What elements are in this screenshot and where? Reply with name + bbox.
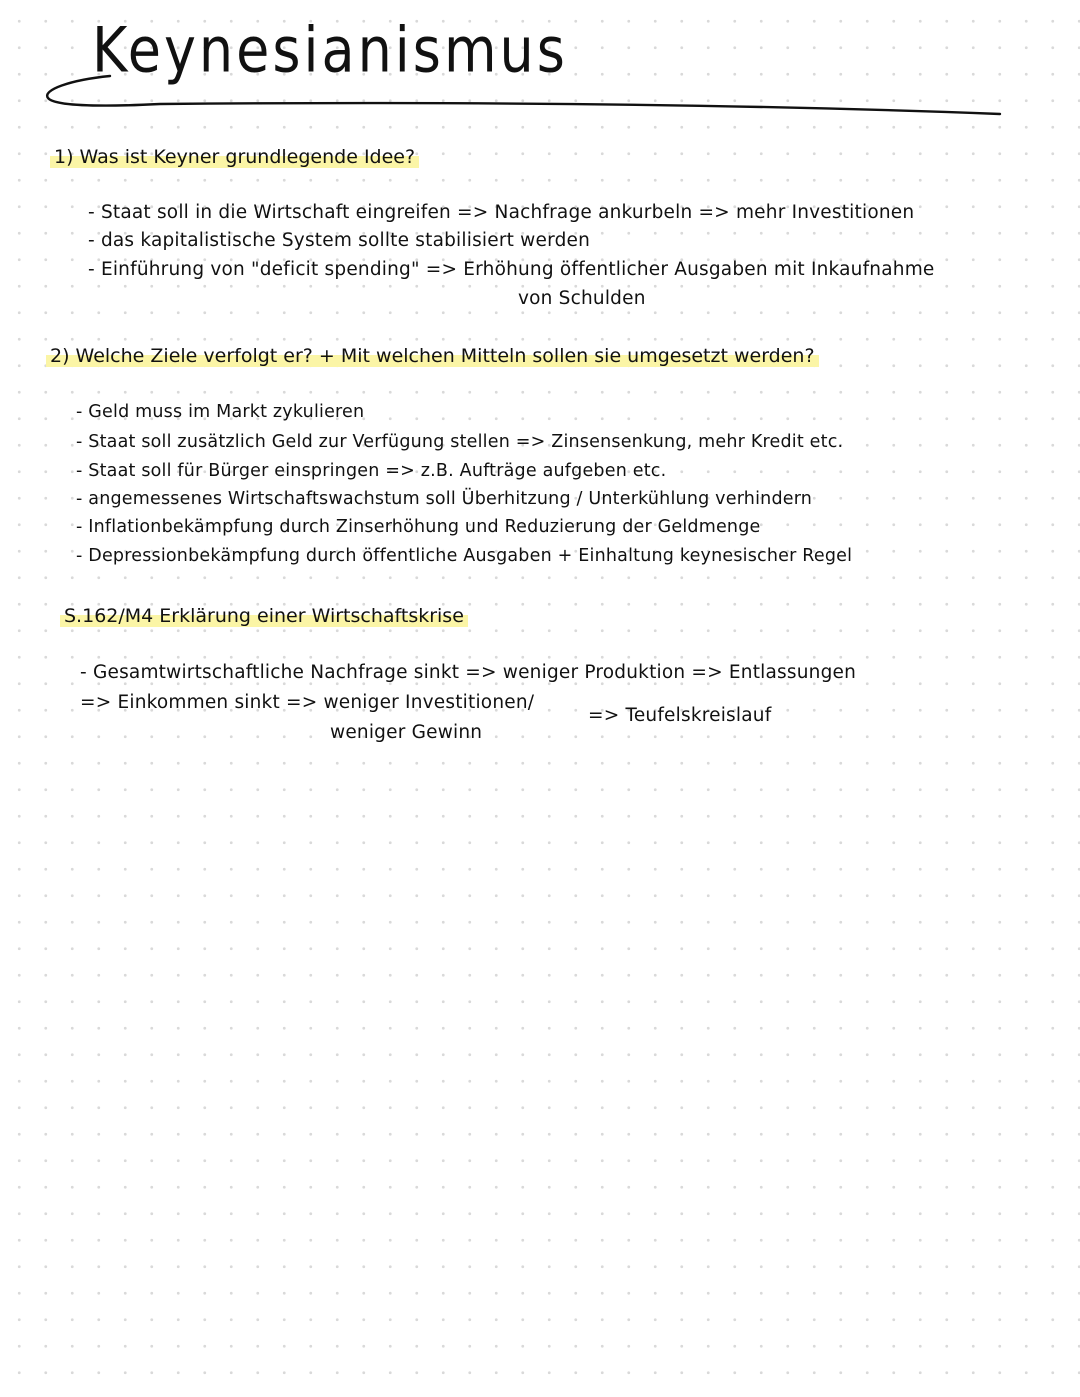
section-1-line-2: - das kapitalistische System sollte stabilisiert werden [88,230,591,251]
section-3-line-2: => Einkommen sinkt => weniger Investitionen/ [80,692,535,713]
page-title: Keynesianismus [92,14,568,87]
section-2-heading [46,345,819,367]
section-2-line-3: - Staat soll für Bürger einspringen => z.B. Aufträge aufgeben etc. [76,461,667,481]
section-2-line-5: - Inflationbekämpfung durch Zinserhöhung und Reduzierung der Geldmenge [76,517,761,537]
section-1-line-1: - Staat soll in die Wirtschaft eingreifen => Nachfrage ankurbeln => mehr Investitionen [88,202,915,223]
section-2-line-6: - Depressionbekämpfung durch öffentliche Ausgaben + Einhaltung keynesischer Regel [76,546,853,566]
section-3-heading-text: S.162/M4 Erklärung einer Wirtschaftskrise [60,605,468,627]
section-2-line-1: - Geld muss im Markt zykulieren [76,402,365,422]
section-2-heading-text: 2) Welche Ziele verfolgt er? + Mit welchen Mitteln sollen sie umgesetzt werden? [46,345,819,367]
section-3-line-1: - Gesamtwirtschaftliche Nachfrage sinkt => weniger Produktion => Entlassungen [80,662,857,683]
section-2-line-4: - angemessenes Wirtschaftswachstum soll Überhitzung / Unterkühlung verhindern [76,489,813,509]
section-1-heading [50,146,419,168]
section-1-line-3: - Einführung von "deficit spending" => Erhöhung öffentlicher Ausgaben mit Inkaufnahme [88,259,935,280]
section-1-line-4: von Schulden [518,288,646,309]
section-3-line-4: weniger Gewinn [330,722,483,743]
section-2-line-2: - Staat soll zusätzlich Geld zur Verfügung stellen => Zinsensenkung, mehr Kredit etc. [76,432,844,452]
section-3-heading [60,605,468,627]
title-underline [40,62,1010,122]
section-1-heading-text: 1) Was ist Keyner grundlegende Idee? [50,146,419,168]
section-3-line-3: => Teufelskreislauf [588,705,772,726]
